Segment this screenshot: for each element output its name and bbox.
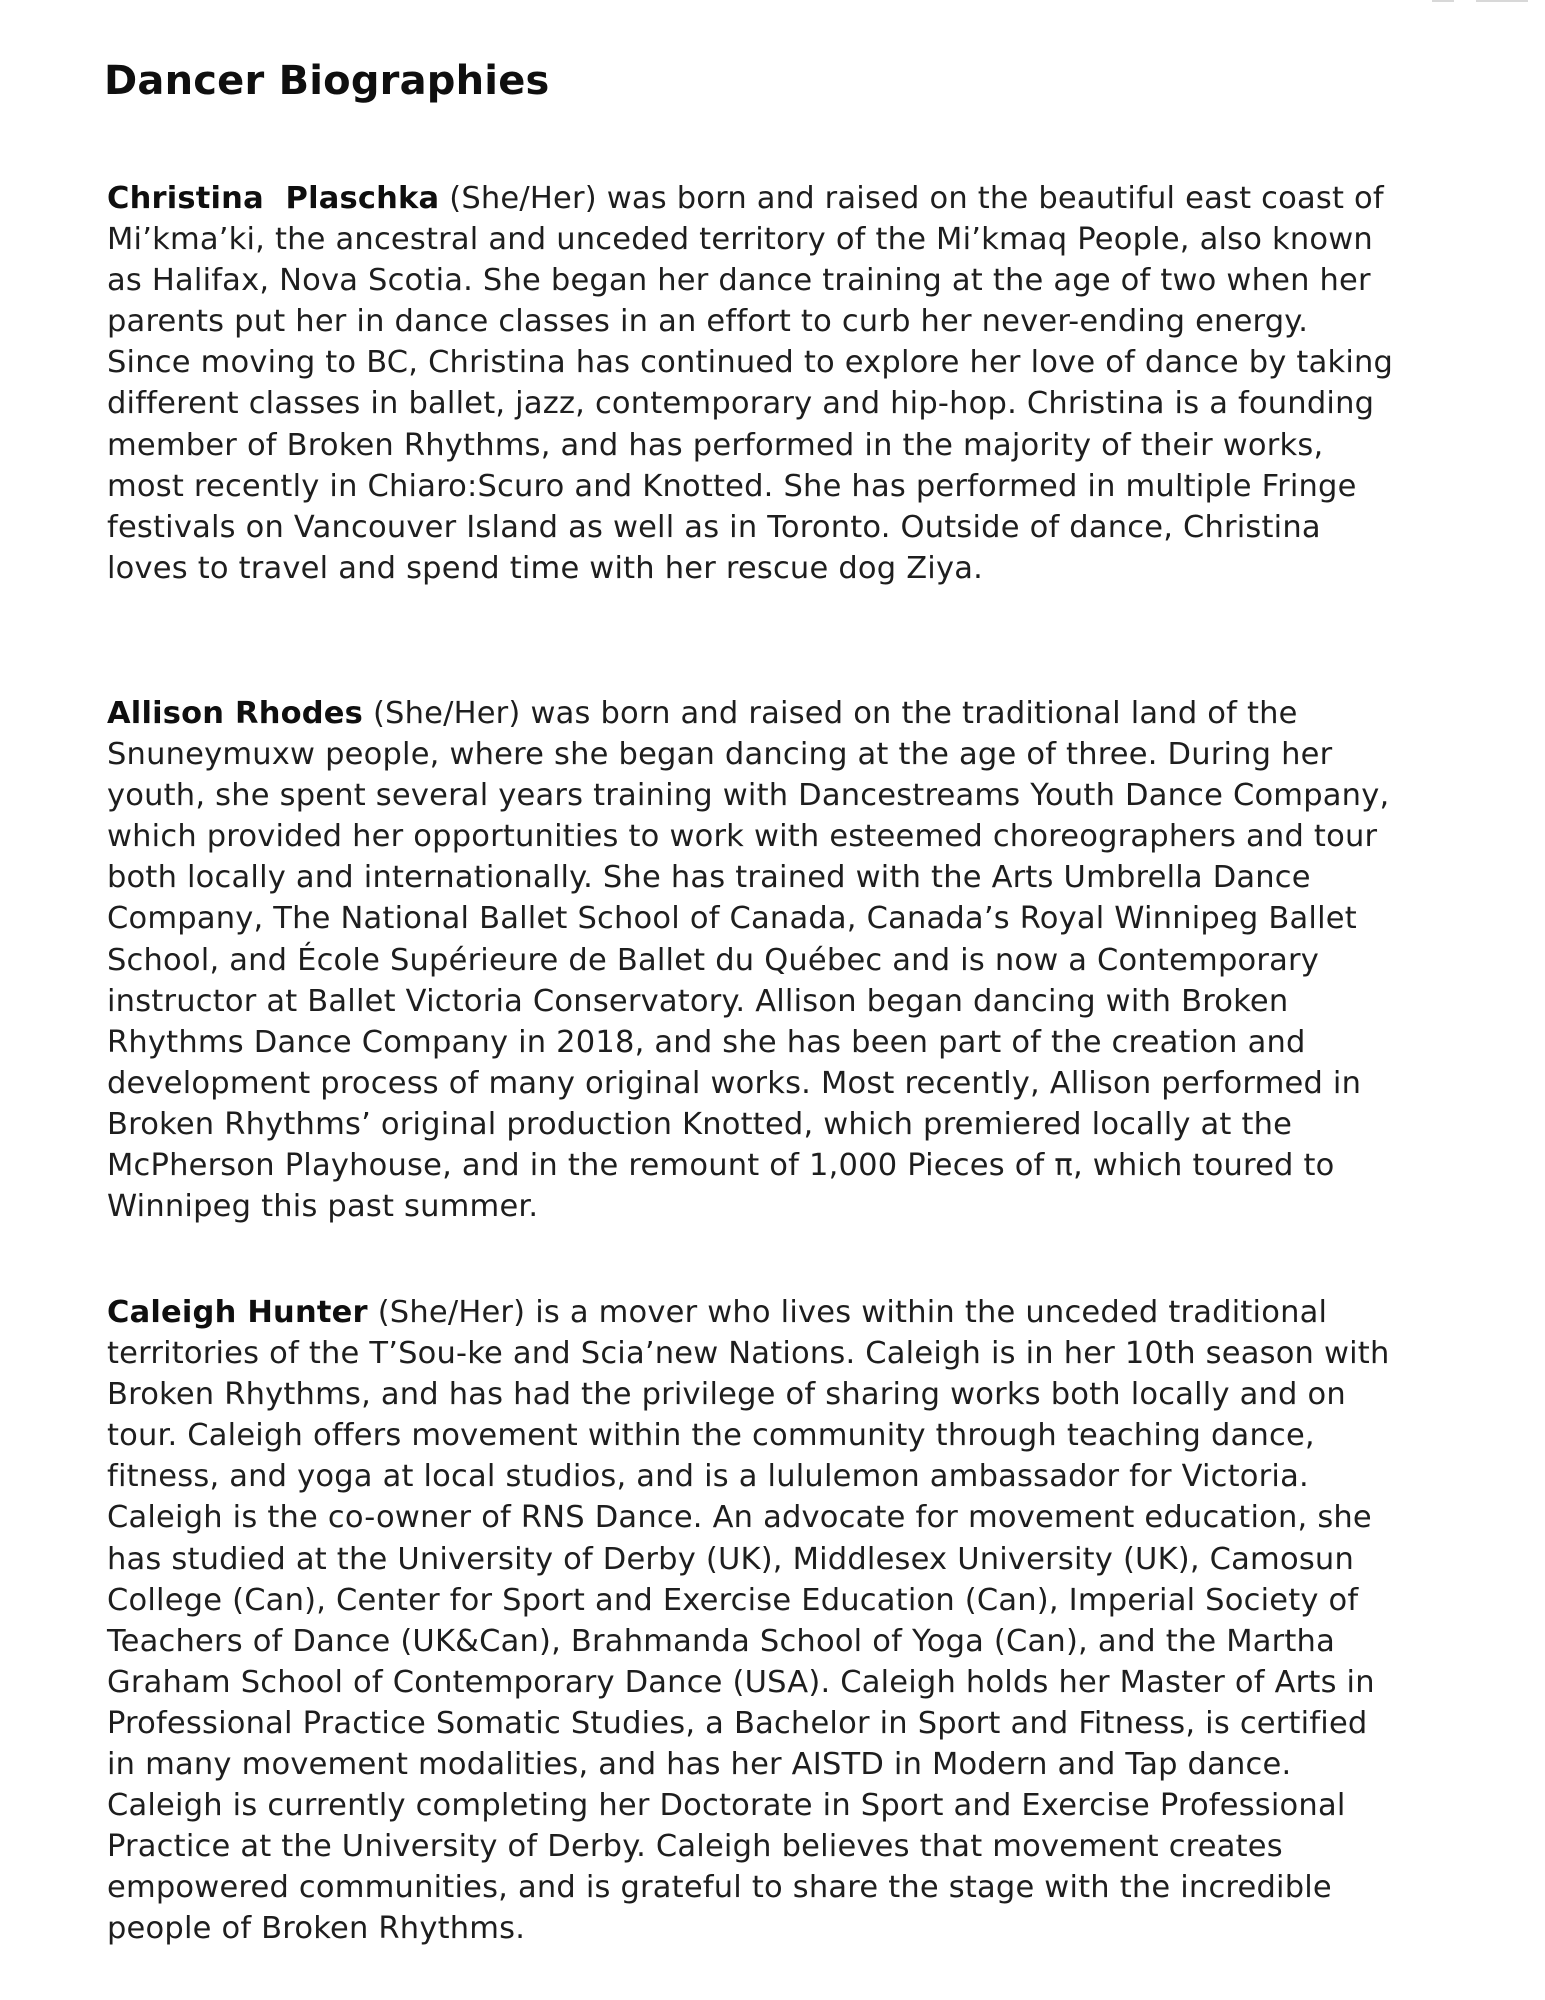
bio-text: was born and raised on the traditional land of the Snuneymuxw people, where she began dancing at the age of three. During her youth, she spent several years training with Dancestreams Youth Dance Company, which provided her opportunities to work with esteemed choreographers and tour both locally and internationally. She has trained with the Arts Umbrella Dance Company, The National Ballet School of Canada, Canada’s Royal Winnipeg Ballet School, and École Supérieure de Ballet du Québec and is now a Contemporary instructor at Ballet Victoria Conservatory. Allison began dancing with Broken Rhythms Dance Company in 2018, and she has been part of the creation and development process of many original works. Most recently, Allison performed in Broken Rhythms’ original production Knotted, which premiered locally at the McPherson Playhouse, and in the remount of 1,000 Pieces of π, which toured to Winnipeg this past summer.	[107, 696, 1390, 1225]
corner-mark	[1476, 0, 1528, 2]
bio-text: is a mover who lives within the unceded traditional territories of the T’Sou-ke and Scia’new Nations. Caleigh is in her 10th season with Broken Rhythms, and has had the privilege of sharing works both locally and on tour. Caleigh offers movement within the community through teaching dance, fitness, and yoga at local studios, and is a lululemon ambassador for Victoria. Caleigh is the co-owner of RNS Dance. An advocate for movement education, she has studied at the University of Derby (UK), Middlesex University (UK), Camosun College (Can), Center for Sport and Exercise Education (Can), Imperial Society of Teachers of Dance (UK&Can), Brahmanda School of Yoga (Can), and the Martha Graham School of Contemporary Dance (USA). Caleigh holds her Master of Arts in Professional Practice Somatic Studies, a Bachelor in Sport and Fitness, is certified in many movement modalities, and has her AISTD in Modern and Tap dance. Caleigh is currently completing her Doctorate in Sport and Exercise Professional Practice at the University of Derby. Caleigh believes that movement creates empowered communities, and is grateful to share the stage with the incredible people of Broken Rhythms.	[107, 1295, 1390, 1947]
dancer-name: Caleigh Hunter	[107, 1295, 368, 1330]
bio-text: was born and raised on the beautiful east coast of Mi’kma’ki, the ancestral and unceded territory of the Mi’kmaq People, also known as Halifax, Nova Scotia. She began her dance training at the age of two when her parents put her in dance classes in an effort to curb her never-ending energy. Since moving to BC, Christina has continued to explore her love of dance by taking different classes in ballet, jazz, contemporary and hip-hop. Christina is a founding member of Broken Rhythms, and has performed in the majority of their works, most recently in Chiaro:Scuro and Knotted. She has performed in multiple Fringe festivals on Vancouver Island as well as in Toronto. Outside of dance, Christina loves to travel and spend time with her rescue dog Ziya.	[107, 181, 1394, 586]
page-title: Dancer Biographies	[104, 58, 550, 104]
dancer-pronouns: (She/Her)	[372, 696, 521, 731]
dancer-pronouns: (She/Her)	[449, 181, 597, 216]
bio-paragraph-christina-plaschka	[107, 178, 1397, 589]
dancer-name: Allison Rhodes	[107, 696, 364, 731]
corner-mark	[1432, 0, 1454, 2]
dancer-name: Christina Plaschka	[107, 181, 440, 216]
bio-paragraph-allison-rhodes	[107, 693, 1397, 1227]
bio-paragraph-caleigh-hunter	[107, 1292, 1397, 1950]
dancer-pronouns: (She/Her)	[377, 1295, 526, 1330]
